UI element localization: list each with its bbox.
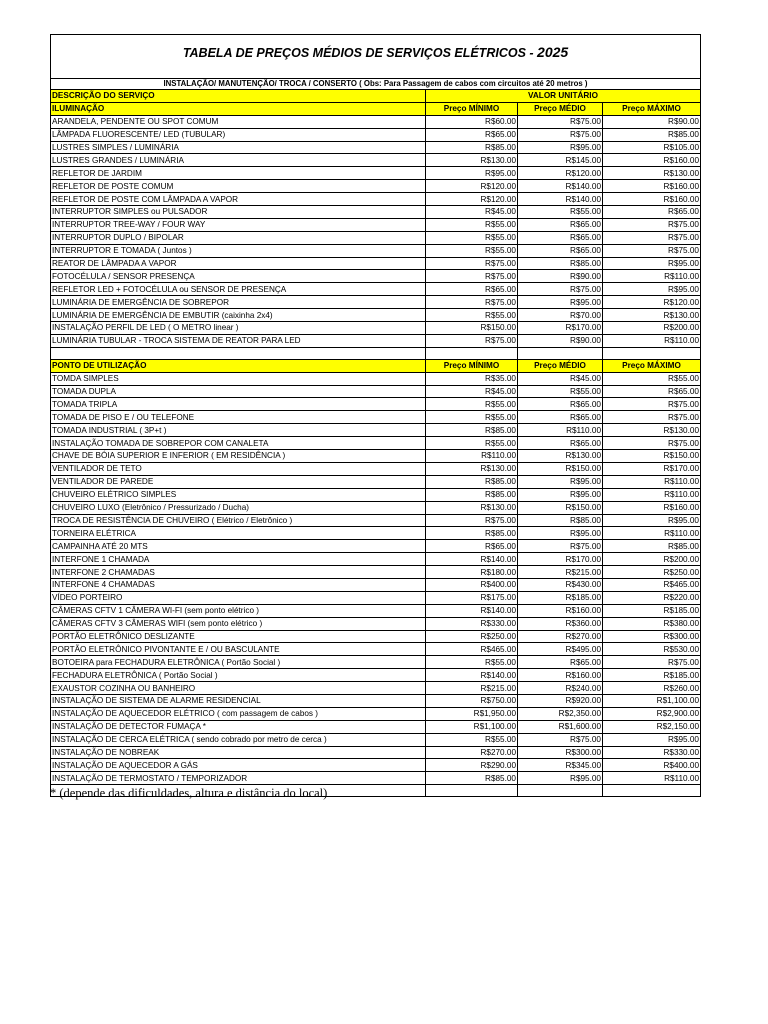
table-row [51,411,701,424]
table-row [51,604,701,617]
price-min: R$1,950.00 [426,707,518,720]
price-max: R$2,900.00 [603,707,701,720]
service-name: PORTÃO ELETRÔNICO PIVONTANTE E / OU BASCULANTE [51,643,426,656]
price-min: R$55.00 [426,656,518,669]
price-max: R$110.00 [603,334,701,347]
col-header-min: Preço MÍNIMO [426,102,518,115]
price-table [50,34,701,797]
service-name: BOTOEIRA para FECHADURA ELETRÔNICA ( Portão Social ) [51,656,426,669]
price-max: R$2,150.00 [603,720,701,733]
price-max: R$185.00 [603,604,701,617]
price-max: R$75.00 [603,218,701,231]
table-row [51,309,701,322]
table-row [51,115,701,128]
price-min: R$55.00 [426,733,518,746]
price-max: R$185.00 [603,669,701,682]
price-med: R$70.00 [518,309,603,322]
service-name: VENTILADOR DE TETO [51,462,426,475]
section-header-row [51,102,701,115]
price-min: R$75.00 [426,296,518,309]
col-header-max: Preço MÁXIMO [603,102,701,115]
service-name: REFLETOR DE JARDIM [51,167,426,180]
price-med: R$75.00 [518,540,603,553]
service-name: LUSTRES SIMPLES / LUMINÁRIA [51,141,426,154]
price-min: R$85.00 [426,475,518,488]
price-max: R$65.00 [603,385,701,398]
service-name: INSTALAÇÃO DE AQUECEDOR ELÉTRICO ( com passagem de cabos ) [51,707,426,720]
price-med: R$55.00 [518,385,603,398]
table-row [51,746,701,759]
table-row [51,682,701,695]
table-row [51,385,701,398]
table-row [51,617,701,630]
service-name: CHUVEIRO LUXO (Eletrônico / Pressurizado / Ducha) [51,501,426,514]
price-max: R$110.00 [603,270,701,283]
table-row [51,244,701,257]
price-med: R$65.00 [518,218,603,231]
service-name: INTERFONE 4 CHAMADAS [51,578,426,591]
table-row [51,669,701,682]
section-title: PONTO DE UTILIZAÇÃO [51,359,426,372]
price-med: R$95.00 [518,475,603,488]
price-max: R$300.00 [603,630,701,643]
price-min: R$140.00 [426,553,518,566]
col-header-med: Preço MÉDIO [518,359,603,372]
price-med: R$95.00 [518,488,603,501]
price-max: R$130.00 [603,167,701,180]
table-row [51,772,701,785]
price-max: R$160.00 [603,180,701,193]
table-row [51,501,701,514]
table-row [51,334,701,347]
service-name: INSTALAÇÃO TOMADA DE SOBREPOR COM CANALETA [51,437,426,450]
service-name: LÂMPADA FLUORESCENTE/ LED (TUBULAR) [51,128,426,141]
service-name: TOMADA INDUSTRIAL ( 3P+t ) [51,424,426,437]
price-min: R$290.00 [426,759,518,772]
table-row [51,257,701,270]
table-row [51,553,701,566]
price-max: R$150.00 [603,450,701,463]
price-min: R$1,100.00 [426,720,518,733]
service-name: INSTALAÇÃO DE NOBREAK [51,746,426,759]
price-min: R$55.00 [426,398,518,411]
price-med: R$215.00 [518,566,603,579]
price-med: R$110.00 [518,424,603,437]
table-row [51,218,701,231]
price-min: R$175.00 [426,591,518,604]
price-min: R$150.00 [426,322,518,335]
price-min: R$65.00 [426,540,518,553]
service-name: CÂMERAS CFTV 1 CÂMERA WI-FI (sem ponto elétrico ) [51,604,426,617]
table-row [51,656,701,669]
service-name: TOMADA TRIPLA [51,398,426,411]
col-header-med: Preço MÉDIO [518,102,603,115]
price-med: R$85.00 [518,514,603,527]
service-name: ARANDELA, PENDENTE OU SPOT COMUM [51,115,426,128]
install-note: INSTALAÇÃO/ MANUTENÇÃO/ TROCA / CONSERTO ( Obs: Para Passagem de cabos com circuitos até 20 metros ) [51,79,701,90]
price-max: R$160.00 [603,501,701,514]
price-med: R$95.00 [518,296,603,309]
service-name: TORNEIRA ELÉTRICA [51,527,426,540]
price-med: R$90.00 [518,334,603,347]
price-min: R$75.00 [426,270,518,283]
price-med: R$160.00 [518,604,603,617]
service-name: INTERFONE 1 CHAMADA [51,553,426,566]
table-row [51,514,701,527]
price-min: R$140.00 [426,669,518,682]
price-med: R$185.00 [518,591,603,604]
footnote: * (depende das dificuldades, altura e distância do local) [50,786,328,800]
service-name: VENTILADOR DE PAREDE [51,475,426,488]
price-min: R$250.00 [426,630,518,643]
price-min: R$55.00 [426,218,518,231]
service-name: INSTALAÇÃO DE AQUECEDOR A GÁS [51,759,426,772]
price-min: R$140.00 [426,604,518,617]
price-min: R$45.00 [426,206,518,219]
price-min: R$65.00 [426,283,518,296]
service-name: TROCA DE RESISTÊNCIA DE CHUVEIRO ( Elétrico / Eletrônico ) [51,514,426,527]
service-name: INSTALAÇÃO DE DETECTOR FUMAÇA * [51,720,426,733]
table-row [51,694,701,707]
price-med: R$95.00 [518,527,603,540]
service-name: INSTALAÇÃO DE TERMOSTATO / TEMPORIZADOR [51,772,426,785]
price-max: R$95.00 [603,733,701,746]
service-name: CHAVE DE BÓIA SUPERIOR E INFERIOR ( EM RESIDÊNCIA ) [51,450,426,463]
price-min: R$85.00 [426,424,518,437]
table-row [51,707,701,720]
price-max: R$105.00 [603,141,701,154]
service-name: INTERRUPTOR DUPLO / BIPOLAR [51,231,426,244]
price-max: R$130.00 [603,309,701,322]
price-min: R$55.00 [426,411,518,424]
table-row [51,720,701,733]
price-med: R$160.00 [518,669,603,682]
table-row [51,167,701,180]
service-name: INTERFONE 2 CHAMADAS [51,566,426,579]
service-name: CAMPAINHA ATÉ 20 MTS [51,540,426,553]
price-med: R$45.00 [518,372,603,385]
service-name: INSTALAÇÃO DE SISTEMA DE ALARME RESIDENCIAL [51,694,426,707]
price-med: R$75.00 [518,115,603,128]
table-row [51,270,701,283]
description-header: DESCRIÇÃO DO SERVIÇO [51,90,426,103]
page-title: TABELA DE PREÇOS MÉDIOS DE SERVIÇOS ELÉTRICOS - 2025 [51,35,701,70]
price-max: R$55.00 [603,372,701,385]
price-max: R$90.00 [603,115,701,128]
title-row [51,35,701,70]
price-med: R$120.00 [518,167,603,180]
price-med: R$75.00 [518,283,603,296]
price-med: R$270.00 [518,630,603,643]
table-row [51,630,701,643]
price-min: R$750.00 [426,694,518,707]
price-max: R$75.00 [603,244,701,257]
price-med: R$170.00 [518,553,603,566]
table-row [51,591,701,604]
table-row [51,437,701,450]
price-med: R$85.00 [518,257,603,270]
table-row [51,733,701,746]
price-max: R$170.00 [603,462,701,475]
price-max: R$200.00 [603,322,701,335]
price-max: R$380.00 [603,617,701,630]
price-max: R$110.00 [603,527,701,540]
price-max: R$120.00 [603,296,701,309]
table-row [51,578,701,591]
price-min: R$400.00 [426,578,518,591]
table-row [51,231,701,244]
table-row [51,193,701,206]
section-title: ILUMINAÇÃO [51,102,426,115]
price-min: R$465.00 [426,643,518,656]
price-max: R$75.00 [603,398,701,411]
col-header-max: Preço MÁXIMO [603,359,701,372]
price-med: R$1,600.00 [518,720,603,733]
table-row [51,322,701,335]
section-header-row [51,359,701,372]
price-med: R$2,350.00 [518,707,603,720]
blank-row [51,347,701,359]
price-max: R$260.00 [603,682,701,695]
price-max: R$330.00 [603,746,701,759]
price-med: R$145.00 [518,154,603,167]
table-row [51,141,701,154]
table-row [51,566,701,579]
service-name: REFLETOR DE POSTE COMUM [51,180,426,193]
service-name: INTERRUPTOR SIMPLES ou PULSADOR [51,206,426,219]
service-name: EXAUSTOR COZINHA OU BANHEIRO [51,682,426,695]
price-max: R$110.00 [603,488,701,501]
price-med: R$345.00 [518,759,603,772]
price-max: R$1,100.00 [603,694,701,707]
price-max: R$85.00 [603,540,701,553]
table-row [51,180,701,193]
price-min: R$75.00 [426,334,518,347]
price-max: R$65.00 [603,206,701,219]
service-name: LUMINÁRIA DE EMERGÊNCIA DE EMBUTIR (caixinha 2x4) [51,309,426,322]
col-header-min: Preço MÍNIMO [426,359,518,372]
price-max: R$220.00 [603,591,701,604]
price-med: R$150.00 [518,462,603,475]
price-min: R$75.00 [426,257,518,270]
price-max: R$110.00 [603,475,701,488]
price-med: R$140.00 [518,180,603,193]
price-med: R$95.00 [518,141,603,154]
service-name: INSTALAÇÃO PERFIL DE LED ( O METRO linear ) [51,322,426,335]
service-name: FOTOCÉLULA / SENSOR PRESENÇA [51,270,426,283]
price-med: R$65.00 [518,411,603,424]
service-name: INSTALAÇÃO DE CERCA ELÉTRICA ( sendo cobrado por metro de cerca ) [51,733,426,746]
table-row [51,398,701,411]
price-max: R$130.00 [603,424,701,437]
price-med: R$65.00 [518,437,603,450]
service-name: REFLETOR DE POSTE COM LÂMPADA A VAPOR [51,193,426,206]
header-row [51,90,701,103]
service-name: TOMADA DE PISO E / OU TELEFONE [51,411,426,424]
price-min: R$55.00 [426,244,518,257]
service-name: FECHADURA ELETRÔNICA ( Portão Social ) [51,669,426,682]
price-max: R$75.00 [603,411,701,424]
service-name: LUMINÁRIA TUBULAR - TROCA SISTEMA DE REATOR PARA LED [51,334,426,347]
price-min: R$60.00 [426,115,518,128]
price-max: R$200.00 [603,553,701,566]
price-med: R$75.00 [518,733,603,746]
service-name: CÂMERAS CFTV 3 CÂMERAS WIFI (sem ponto elétrico ) [51,617,426,630]
price-max: R$160.00 [603,154,701,167]
table-row [51,759,701,772]
price-med: R$65.00 [518,656,603,669]
price-med: R$300.00 [518,746,603,759]
price-min: R$45.00 [426,385,518,398]
table-row [51,283,701,296]
price-max: R$250.00 [603,566,701,579]
price-max: R$530.00 [603,643,701,656]
price-med: R$150.00 [518,501,603,514]
price-max: R$160.00 [603,193,701,206]
price-med: R$170.00 [518,322,603,335]
price-med: R$360.00 [518,617,603,630]
service-name: LUSTRES GRANDES / LUMINÁRIA [51,154,426,167]
price-med: R$130.00 [518,450,603,463]
price-min: R$95.00 [426,167,518,180]
table-row [51,527,701,540]
price-med: R$65.00 [518,231,603,244]
price-max: R$95.00 [603,283,701,296]
price-min: R$55.00 [426,231,518,244]
install-note-row [51,79,701,90]
price-min: R$65.00 [426,128,518,141]
service-name: REATOR DE LÂMPADA A VAPOR [51,257,426,270]
price-min: R$85.00 [426,527,518,540]
table-row [51,296,701,309]
price-min: R$330.00 [426,617,518,630]
price-max: R$75.00 [603,656,701,669]
table-row [51,462,701,475]
price-max: R$85.00 [603,128,701,141]
title-year: 2025 [537,43,569,60]
price-min: R$130.00 [426,154,518,167]
price-max: R$95.00 [603,257,701,270]
price-min: R$120.00 [426,193,518,206]
service-name: TOMDA SIMPLES [51,372,426,385]
price-med: R$140.00 [518,193,603,206]
price-med: R$90.00 [518,270,603,283]
unit-value-header: VALOR UNITÁRIO [426,90,701,103]
price-med: R$430.00 [518,578,603,591]
service-name: INTERRUPTOR E TOMADA ( Juntos ) [51,244,426,257]
price-med: R$55.00 [518,206,603,219]
service-name: CHUVEIRO ELÉTRICO SIMPLES [51,488,426,501]
price-min: R$215.00 [426,682,518,695]
price-med: R$95.00 [518,772,603,785]
table-row [51,372,701,385]
price-min: R$85.00 [426,141,518,154]
service-name: INTERRUPTOR TREE-WAY / FOUR WAY [51,218,426,231]
table-row [51,450,701,463]
price-med: R$240.00 [518,682,603,695]
price-med: R$495.00 [518,643,603,656]
price-min: R$85.00 [426,772,518,785]
price-max: R$75.00 [603,231,701,244]
table-row [51,154,701,167]
price-min: R$55.00 [426,437,518,450]
table-row [51,424,701,437]
table-row [51,540,701,553]
service-name: TOMADA DUPLA [51,385,426,398]
service-name: LUMINÁRIA DE EMERGÊNCIA DE SOBREPOR [51,296,426,309]
table-row [51,643,701,656]
spacer-row [51,69,701,79]
service-name: PORTÃO ELETRÔNICO DESLIZANTE [51,630,426,643]
price-min: R$130.00 [426,462,518,475]
price-min: R$55.00 [426,309,518,322]
service-name: REFLETOR LED + FOTOCÉLULA ou SENSOR DE PRESENÇA [51,283,426,296]
price-max: R$400.00 [603,759,701,772]
price-min: R$85.00 [426,488,518,501]
price-min: R$180.00 [426,566,518,579]
price-med: R$65.00 [518,398,603,411]
price-min: R$110.00 [426,450,518,463]
price-table-body [51,35,701,797]
price-med: R$920.00 [518,694,603,707]
table-row [51,475,701,488]
price-max: R$95.00 [603,514,701,527]
table-row [51,128,701,141]
price-med: R$65.00 [518,244,603,257]
price-min: R$120.00 [426,180,518,193]
price-min: R$35.00 [426,372,518,385]
price-max: R$75.00 [603,437,701,450]
table-row [51,488,701,501]
table-row [51,206,701,219]
price-min: R$75.00 [426,514,518,527]
price-med: R$75.00 [518,128,603,141]
service-name: VÍDEO PORTEIRO [51,591,426,604]
price-min: R$130.00 [426,501,518,514]
price-max: R$110.00 [603,772,701,785]
price-min: R$270.00 [426,746,518,759]
price-max: R$465.00 [603,578,701,591]
